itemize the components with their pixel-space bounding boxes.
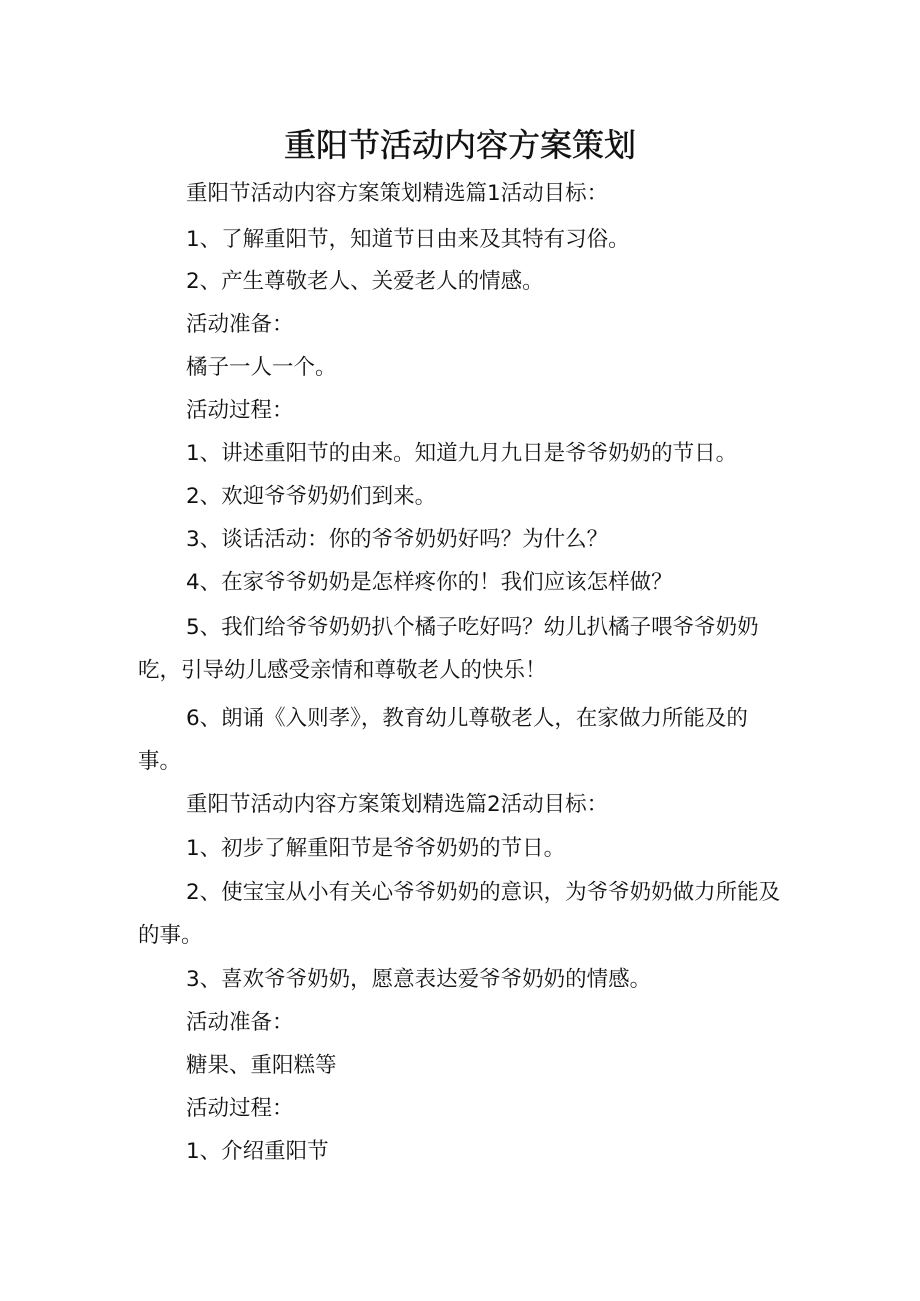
paragraph-20: 1、介绍重阳节 — [186, 1139, 329, 1164]
paragraph-5: 橘子一人一个。 — [186, 355, 337, 380]
paragraph-9: 3、谈话活动：你的爷爷奶奶好吗？为什么？ — [186, 527, 609, 552]
paragraph-14: 1、初步了解重阳节是爷爷奶奶的节日。 — [186, 836, 566, 861]
paragraph-4: 活动准备： — [186, 312, 294, 337]
paragraph-2: 1、了解重阳节，知道节日由来及其特有习俗。 — [186, 227, 630, 252]
paragraph-15: 2、使宝宝从小有关心爷爷奶奶的意识，为爷爷奶奶做力所能及的事。 — [138, 880, 781, 948]
paragraph-8: 2、欢迎爷爷奶奶们到来。 — [186, 484, 437, 509]
paragraph-13: 重阳节活动内容方案策划精选篇2活动目标： — [186, 792, 609, 817]
paragraph-6: 活动过程： — [186, 398, 294, 423]
paragraph-10: 4、在家爷爷奶奶是怎样疼你的！我们应该怎样做？ — [186, 570, 673, 595]
paragraph-18: 糖果、重阳糕等 — [186, 1053, 337, 1078]
paragraph-19: 活动过程： — [186, 1096, 294, 1121]
paragraph-1: 重阳节活动内容方案策划精选篇1活动目标： — [186, 181, 609, 206]
document-title: 重阳节活动内容方案策划 — [283, 126, 636, 164]
paragraph-7: 1、讲述重阳节的由来。知道九月九日是爷爷奶奶的节日。 — [186, 441, 738, 466]
paragraph-3: 2、产生尊敬老人、关爱老人的情感。 — [186, 269, 544, 294]
paragraph-12: 6、朗诵《入则孝》，教育幼儿尊敬老人，在家做力所能及的事。 — [138, 706, 748, 774]
paragraph-11: 5、我们给爷爷奶奶扒个橘子吃好吗？幼儿扒橘子喂爷爷奶奶吃，引导幼儿感受亲情和尊敬老人的快乐！ — [138, 615, 759, 683]
paragraph-16: 3、喜欢爷爷奶奶，愿意表达爱爷爷奶奶的情感。 — [186, 967, 652, 992]
paragraph-17: 活动准备： — [186, 1010, 294, 1035]
